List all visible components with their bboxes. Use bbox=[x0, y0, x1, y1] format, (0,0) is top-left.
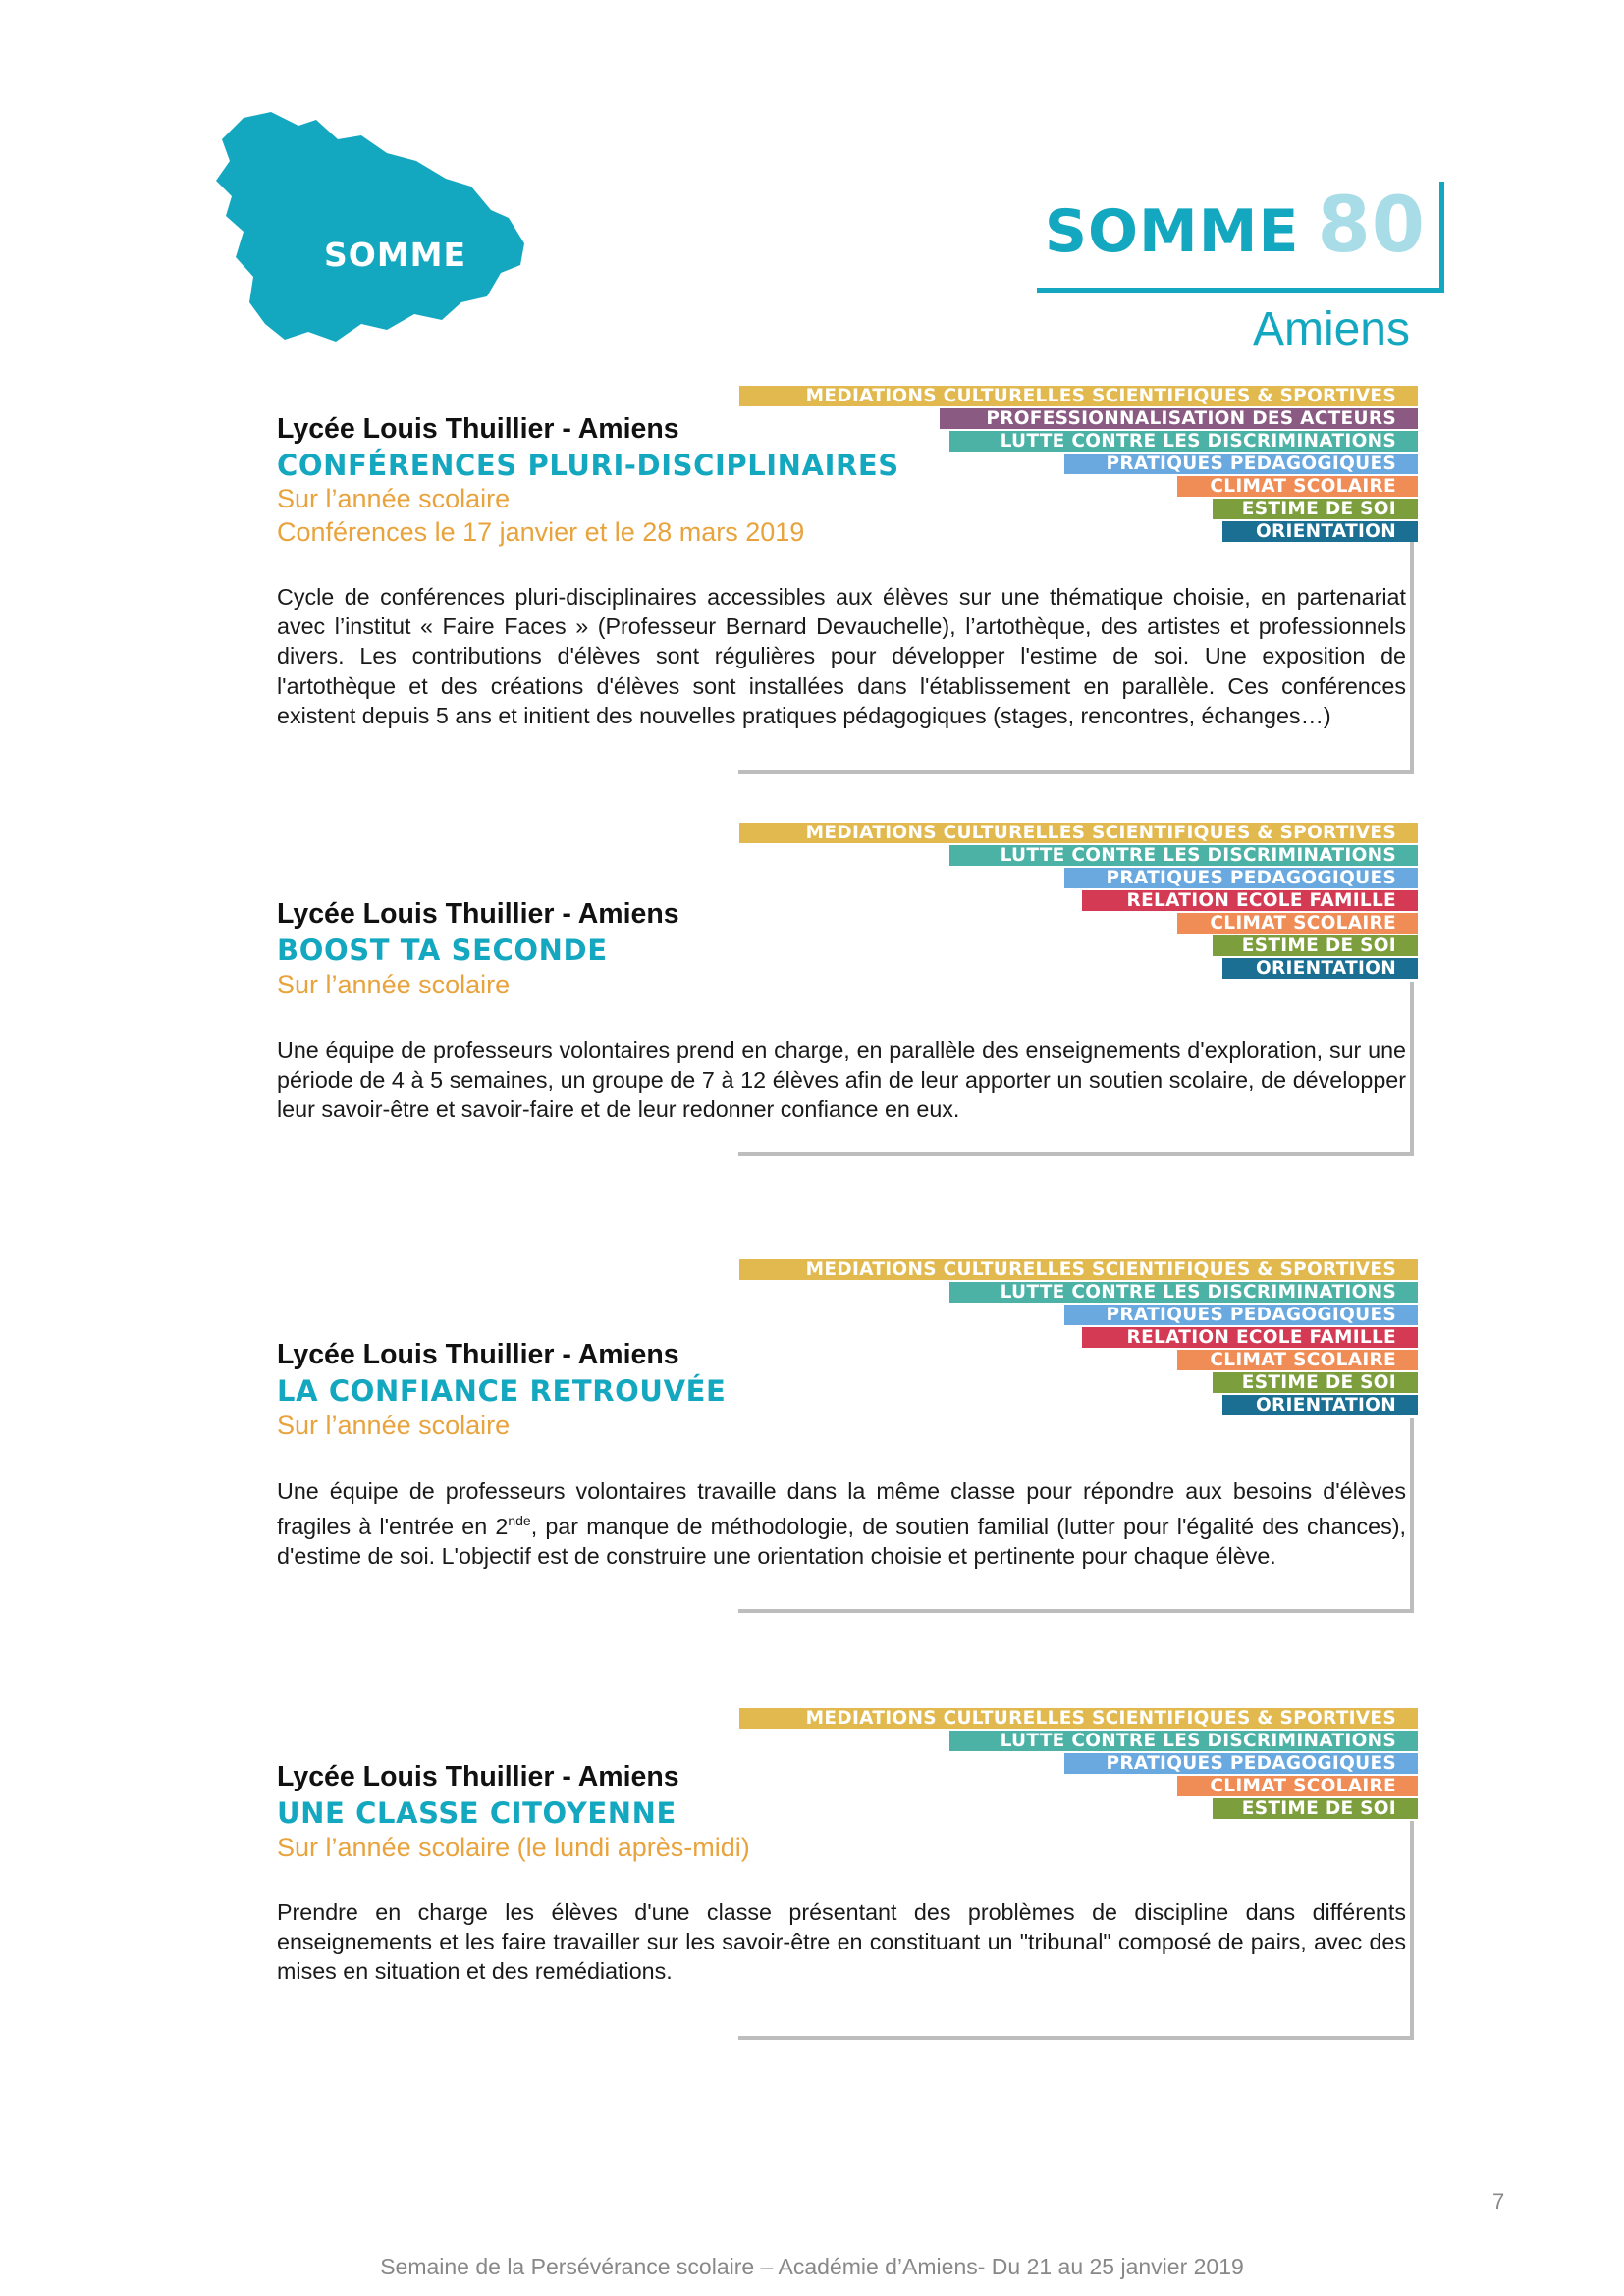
tag-pratiques: PRATIQUES PEDAGOGIQUES bbox=[1064, 1305, 1418, 1325]
card-frame bbox=[1410, 1418, 1414, 1613]
tag-orientation: ORIENTATION bbox=[1222, 958, 1418, 979]
school-name: Lycée Louis Thuillier - Amiens bbox=[277, 1761, 679, 1792]
description-superscript: nde bbox=[508, 1513, 531, 1529]
tag-estime: ESTIME DE SOI bbox=[1213, 935, 1418, 956]
tag-relation: RELATION ECOLE FAMILLE bbox=[1082, 1327, 1418, 1348]
page-number: 7 bbox=[1492, 2189, 1505, 2214]
tag-pratiques: PRATIQUES PEDAGOGIQUES bbox=[1064, 454, 1418, 474]
card-frame bbox=[1410, 542, 1414, 774]
tag-climat: CLIMAT SCOLAIRE bbox=[1177, 1350, 1418, 1370]
school-name: Lycée Louis Thuillier - Amiens bbox=[277, 413, 679, 445]
project-dates: Conférences le 17 janvier et le 28 mars 2019 bbox=[277, 517, 805, 547]
tag-estime: ESTIME DE SOI bbox=[1213, 499, 1418, 519]
city-name: Amiens bbox=[1252, 303, 1410, 355]
project-title: CONFÉRENCES PLURI-DISCIPLINAIRES bbox=[277, 449, 899, 482]
action-card-4 bbox=[277, 1708, 1416, 2040]
project-description: Prendre en charge les élèves d'une classe présentant des problèmes de discipline dans différents enseignements et les faire travailler sur les savoir-être en constituant un "tribunal" composé de pairs, avec des mises en situation et des remédiations. bbox=[277, 1899, 1406, 1985]
tag-lutte: LUTTE CONTRE LES DISCRIMINATIONS bbox=[949, 845, 1418, 866]
project-period: Sur l’année scolaire bbox=[277, 484, 511, 513]
card-frame bbox=[1410, 982, 1414, 1156]
project-description bbox=[277, 1476, 1406, 1571]
project-title: UNE CLASSE CITOYENNE bbox=[277, 1796, 677, 1830]
card-frame bbox=[738, 770, 1414, 774]
tag-orientation: ORIENTATION bbox=[1222, 1395, 1418, 1415]
title-frame-vertical bbox=[1439, 182, 1444, 293]
project-period: Sur l’année scolaire bbox=[277, 970, 511, 999]
tag-lutte: LUTTE CONTRE LES DISCRIMINATIONS bbox=[949, 431, 1418, 452]
school-name: Lycée Louis Thuillier - Amiens bbox=[277, 1339, 679, 1370]
tag-professionnalisation: PROFESSIONNALISATION DES ACTEURS bbox=[940, 408, 1418, 429]
tag-mediations: MEDIATIONS CULTURELLES SCIENTIFIQUES & SPORTIVES bbox=[739, 823, 1418, 843]
description-text: , par manque de méthodologie, de soutien familial (lutter pour l'égalité des chances), d'estime de soi. L'objectif est de construire une orientation choisie et pertinente pour chaque élève. bbox=[277, 1513, 1406, 1570]
tag-climat: CLIMAT SCOLAIRE bbox=[1177, 913, 1418, 934]
project-title: LA CONFIANCE RETROUVÉE bbox=[277, 1374, 727, 1408]
project-description: Une équipe de professeurs volontaires prend en charge, en parallèle des enseignements d'exploration, sur une période de 4 à 5 semaines, un groupe de 7 à 12 élèves afin de leur apporter un soutien scolaire, de développer leur savoir-être et savoir-faire et de leur redonner confiance en eux. bbox=[277, 1038, 1406, 1123]
action-card-2 bbox=[277, 823, 1416, 1156]
title-frame-horizontal bbox=[1037, 288, 1444, 293]
map-label: SOMME bbox=[324, 236, 467, 274]
somme-map-icon bbox=[214, 110, 530, 346]
tag-pratiques: PRATIQUES PEDAGOGIQUES bbox=[1064, 868, 1418, 888]
tag-mediations: MEDIATIONS CULTURELLES SCIENTIFIQUES & SPORTIVES bbox=[739, 1259, 1418, 1280]
tag-mediations: MEDIATIONS CULTURELLES SCIENTIFIQUES & SPORTIVES bbox=[739, 1708, 1418, 1729]
tag-pratiques: PRATIQUES PEDAGOGIQUES bbox=[1064, 1753, 1418, 1774]
school-name: Lycée Louis Thuillier - Amiens bbox=[277, 898, 679, 930]
card-frame bbox=[738, 2036, 1414, 2040]
tag-climat: CLIMAT SCOLAIRE bbox=[1177, 1776, 1418, 1796]
card-frame bbox=[1410, 1821, 1414, 2040]
tag-mediations: MEDIATIONS CULTURELLES SCIENTIFIQUES & SPORTIVES bbox=[739, 386, 1418, 406]
tag-relation: RELATION ECOLE FAMILLE bbox=[1082, 890, 1418, 911]
project-period: Sur l’année scolaire (le lundi après-midi) bbox=[277, 1833, 750, 1862]
tag-climat: CLIMAT SCOLAIRE bbox=[1177, 476, 1418, 497]
description-text: Une équipe de professeurs volontaires travaille dans la même classe pour répondre aux besoins d'élèves fragiles à l'entrée en 2 bbox=[277, 1478, 1406, 1539]
card-frame bbox=[738, 1609, 1414, 1613]
project-description: Cycle de conférences pluri-disciplinaires accessibles aux élèves sur une thématique choisie, en partenariat avec l’institut « Faire Faces » (Professeur Bernard Devauchelle), l’artothèque, des artistes et professionnels divers. Les contributions d'élèves sont régulières pour développer l'estime de soi. Une exposition de l'artothèque et des créations d'élèves sont installées dans l'établissement en parallèle. Ces conférences existent depuis 5 ans et initient des nouvelles pratiques pédagogiques (stages, rencontres, échanges…) bbox=[277, 584, 1406, 728]
department-number: 80 bbox=[1317, 182, 1426, 270]
project-title: BOOST TA SECONDE bbox=[277, 934, 608, 967]
tag-lutte: LUTTE CONTRE LES DISCRIMINATIONS bbox=[949, 1282, 1418, 1303]
tag-lutte: LUTTE CONTRE LES DISCRIMINATIONS bbox=[949, 1731, 1418, 1751]
tag-orientation: ORIENTATION bbox=[1222, 521, 1418, 542]
department-title bbox=[1045, 182, 1426, 270]
action-card-1 bbox=[277, 386, 1416, 774]
card-frame bbox=[738, 1152, 1414, 1156]
project-period: Sur l’année scolaire bbox=[277, 1411, 511, 1440]
footer-text: Semaine de la Persévérance scolaire – Académie d’Amiens- Du 21 au 25 janvier 2019 bbox=[380, 2254, 1244, 2279]
action-card-3 bbox=[277, 1259, 1416, 1613]
tag-estime: ESTIME DE SOI bbox=[1213, 1372, 1418, 1393]
tag-estime: ESTIME DE SOI bbox=[1213, 1798, 1418, 1819]
department-name: SOMME bbox=[1044, 197, 1300, 266]
